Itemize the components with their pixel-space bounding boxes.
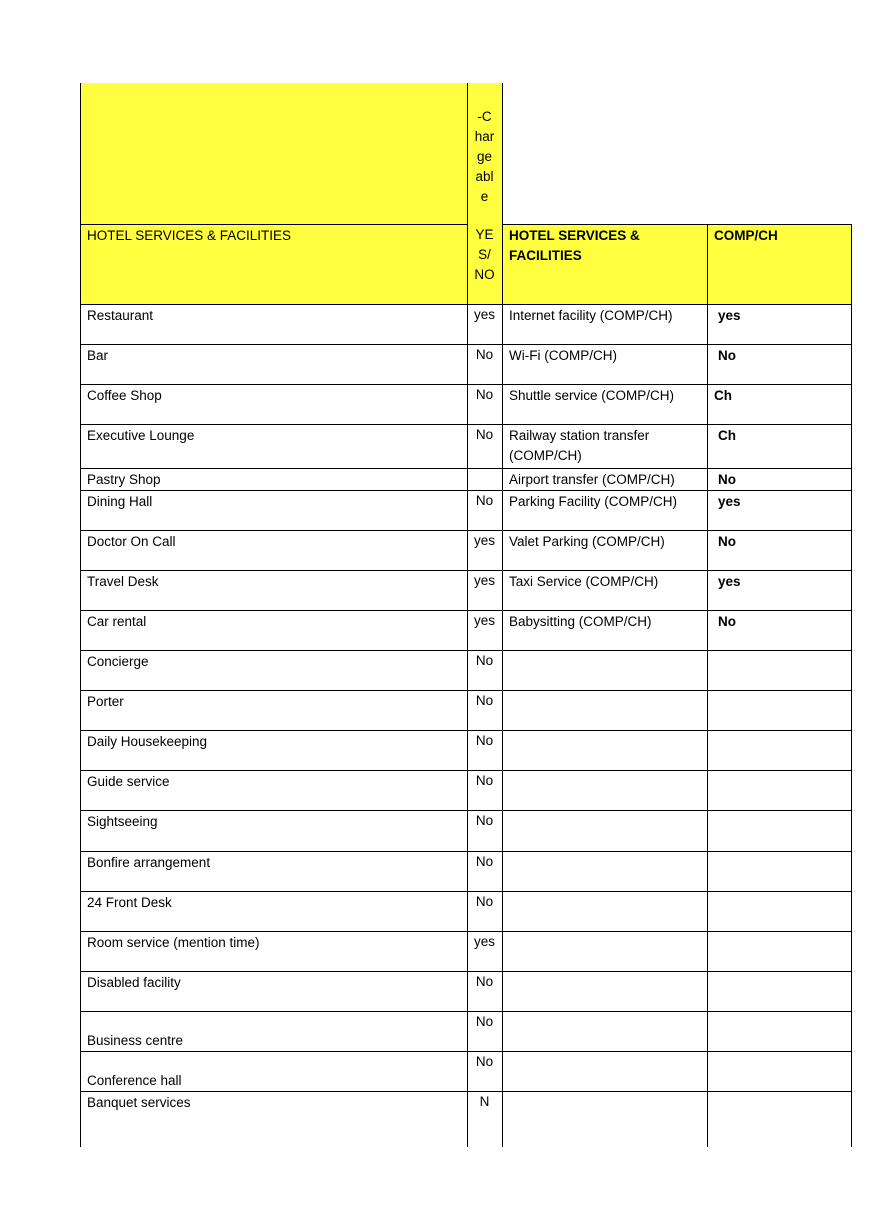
yes-no-cell bbox=[467, 304, 502, 344]
service-cell bbox=[80, 1051, 467, 1091]
yes-no-cell bbox=[467, 384, 502, 424]
comp-ch-cell bbox=[707, 610, 851, 650]
comp-ch-cell bbox=[707, 1011, 851, 1051]
right-service-cell bbox=[502, 1091, 707, 1147]
right-service-cell bbox=[502, 650, 707, 690]
grid-line-horizontal bbox=[80, 1091, 852, 1092]
header-right-title-cell bbox=[502, 224, 707, 304]
grid-line-horizontal bbox=[80, 1011, 852, 1012]
yes-no-value: No bbox=[475, 1054, 494, 1069]
yes-no-value: No bbox=[475, 733, 494, 748]
service-name: Disabled facility bbox=[87, 975, 181, 990]
grid-line-horizontal bbox=[80, 971, 852, 972]
comp-ch-cell bbox=[707, 1091, 851, 1147]
grid-line-horizontal bbox=[80, 530, 852, 531]
right-service-cell bbox=[502, 490, 707, 530]
yes-no-value: No bbox=[475, 347, 494, 362]
service-cell bbox=[80, 468, 467, 490]
yes-no-value: yes bbox=[474, 934, 496, 949]
service-name: Executive Lounge bbox=[87, 428, 195, 443]
comp-ch-value: No bbox=[718, 614, 736, 629]
comp-ch-cell bbox=[707, 891, 851, 931]
service-name: Bonfire arrangement bbox=[87, 855, 211, 870]
grid-line-horizontal bbox=[80, 224, 468, 225]
yes-no-cell bbox=[467, 490, 502, 530]
comp-ch-cell bbox=[707, 468, 851, 490]
right-service-cell bbox=[502, 570, 707, 610]
yes-no-cell bbox=[467, 690, 502, 730]
right-service-name: Airport transfer (COMP/CH) bbox=[509, 472, 675, 487]
grid-line-horizontal bbox=[80, 1051, 852, 1052]
service-cell bbox=[80, 384, 467, 424]
yes-no-cell bbox=[467, 344, 502, 384]
comp-ch-value: yes bbox=[718, 308, 741, 323]
yes-no-cell bbox=[467, 530, 502, 570]
yes-no-value: No bbox=[475, 493, 494, 508]
service-cell bbox=[80, 530, 467, 570]
service-cell bbox=[80, 810, 467, 851]
yes-no-cell bbox=[467, 770, 502, 810]
yes-no-cell bbox=[467, 810, 502, 851]
yes-no-cell bbox=[467, 1051, 502, 1091]
right-service-cell bbox=[502, 1051, 707, 1091]
chargeable-label-text: -Chargeable bbox=[474, 109, 495, 204]
right-service-name: Taxi Service (COMP/CH) bbox=[509, 574, 659, 589]
right-service-cell bbox=[502, 304, 707, 344]
service-name: Room service (mention time) bbox=[87, 935, 260, 950]
yes-no-value: No bbox=[475, 1014, 494, 1029]
service-cell bbox=[80, 891, 467, 931]
right-service-name: Shuttle service (COMP/CH) bbox=[509, 388, 675, 403]
grid-line-horizontal bbox=[80, 650, 852, 651]
header-comp-ch: COMP/CH bbox=[714, 228, 778, 243]
header-chargeable-label bbox=[467, 107, 502, 207]
header-comp-ch-cell bbox=[707, 224, 851, 304]
right-service-name: Wi-Fi (COMP/CH) bbox=[509, 348, 617, 363]
service-cell bbox=[80, 1011, 467, 1051]
comp-ch-value: No bbox=[718, 472, 736, 487]
right-service-cell bbox=[502, 931, 707, 971]
grid-line-horizontal bbox=[80, 304, 852, 305]
yes-no-value: No bbox=[475, 693, 494, 708]
service-name: 24 Front Desk bbox=[87, 895, 172, 910]
comp-ch-value: No bbox=[718, 348, 736, 363]
service-name: Daily Housekeeping bbox=[87, 734, 208, 749]
service-name: Dining Hall bbox=[87, 494, 153, 509]
service-cell bbox=[80, 770, 467, 810]
service-name: Banquet services bbox=[87, 1095, 191, 1110]
comp-ch-cell bbox=[707, 730, 851, 770]
comp-ch-cell bbox=[707, 770, 851, 810]
service-name: Car rental bbox=[87, 614, 147, 629]
right-service-name: Railway station transfer (COMP/CH) bbox=[509, 428, 650, 463]
yes-no-value: yes bbox=[474, 533, 496, 548]
yes-no-cell bbox=[467, 468, 502, 490]
grid-line-horizontal bbox=[80, 344, 852, 345]
yes-no-value: No bbox=[475, 773, 494, 788]
grid-line-horizontal bbox=[80, 610, 852, 611]
grid-line-horizontal bbox=[80, 468, 852, 469]
yes-no-cell bbox=[467, 570, 502, 610]
grid-line-horizontal bbox=[80, 490, 852, 491]
yes-no-value: No bbox=[475, 894, 494, 909]
grid-line-horizontal bbox=[80, 851, 852, 852]
comp-ch-value: yes bbox=[718, 574, 741, 589]
service-cell bbox=[80, 1091, 467, 1147]
comp-ch-cell bbox=[707, 931, 851, 971]
service-cell bbox=[80, 650, 467, 690]
yes-no-cell bbox=[467, 650, 502, 690]
yes-no-cell bbox=[467, 971, 502, 1011]
comp-ch-value: No bbox=[718, 534, 736, 549]
grid-line-horizontal bbox=[80, 424, 852, 425]
yes-no-value: yes bbox=[474, 307, 496, 322]
grid-line-horizontal bbox=[80, 730, 852, 731]
right-service-cell bbox=[502, 690, 707, 730]
comp-ch-value: Ch bbox=[718, 428, 736, 443]
service-cell bbox=[80, 931, 467, 971]
yes-no-cell bbox=[467, 424, 502, 468]
comp-ch-cell bbox=[707, 530, 851, 570]
right-service-cell bbox=[502, 971, 707, 1011]
service-name: Sightseeing bbox=[87, 814, 158, 829]
right-service-cell bbox=[502, 610, 707, 650]
right-service-name: Internet facility (COMP/CH) bbox=[509, 308, 673, 323]
yes-no-cell bbox=[467, 610, 502, 650]
service-name: Business centre bbox=[87, 1033, 184, 1048]
service-name: Restaurant bbox=[87, 308, 154, 323]
header-left-title: HOTEL SERVICES & FACILITIES bbox=[87, 228, 292, 243]
grid-line-horizontal bbox=[80, 891, 852, 892]
grid-line-vertical bbox=[467, 83, 468, 1147]
service-cell bbox=[80, 730, 467, 770]
comp-ch-value: Ch bbox=[714, 388, 732, 403]
comp-ch-cell bbox=[707, 384, 851, 424]
yes-no-value: No bbox=[475, 653, 494, 668]
yes-no-value: No bbox=[475, 813, 494, 828]
service-name: Bar bbox=[87, 348, 109, 363]
comp-ch-cell bbox=[707, 304, 851, 344]
right-service-cell bbox=[502, 344, 707, 384]
grid-line-vertical bbox=[851, 224, 852, 1147]
service-cell bbox=[80, 570, 467, 610]
comp-ch-value: yes bbox=[718, 494, 741, 509]
yes-no-cell bbox=[467, 891, 502, 931]
comp-ch-cell bbox=[707, 490, 851, 530]
service-name: Doctor On Call bbox=[87, 534, 176, 549]
right-service-cell bbox=[502, 468, 707, 490]
right-service-cell bbox=[502, 730, 707, 770]
service-name: Porter bbox=[87, 694, 124, 709]
yes-no-value: yes bbox=[474, 613, 496, 628]
right-service-cell bbox=[502, 770, 707, 810]
yes-no-value: N bbox=[479, 1094, 490, 1109]
header-left-cell bbox=[80, 83, 467, 304]
yes-no-cell bbox=[467, 730, 502, 770]
yes-no-cell bbox=[467, 1091, 502, 1147]
right-service-name: Parking Facility (COMP/CH) bbox=[509, 494, 678, 509]
yes-no-value: No bbox=[475, 854, 494, 869]
comp-ch-cell bbox=[707, 851, 851, 891]
grid-line-horizontal bbox=[80, 384, 852, 385]
service-cell bbox=[80, 851, 467, 891]
grid-line-vertical bbox=[80, 83, 81, 1147]
right-service-cell bbox=[502, 424, 707, 468]
yes-no-cell bbox=[467, 931, 502, 971]
service-name: Guide service bbox=[87, 774, 170, 789]
service-cell bbox=[80, 304, 467, 344]
grid-line-horizontal bbox=[502, 224, 852, 225]
service-cell bbox=[80, 490, 467, 530]
yes-no-value: No bbox=[475, 974, 494, 989]
comp-ch-cell bbox=[707, 424, 851, 468]
service-cell bbox=[80, 344, 467, 384]
comp-ch-cell bbox=[707, 570, 851, 610]
comp-ch-cell bbox=[707, 690, 851, 730]
comp-ch-cell bbox=[707, 650, 851, 690]
yes-no-cell bbox=[467, 1011, 502, 1051]
right-service-cell bbox=[502, 810, 707, 851]
right-service-cell bbox=[502, 530, 707, 570]
service-cell bbox=[80, 971, 467, 1011]
service-name: Conference hall bbox=[87, 1073, 182, 1088]
grid-line-vertical bbox=[502, 83, 503, 1147]
header-right-title: HOTEL SERVICES & FACILITIES bbox=[509, 228, 640, 263]
grid-line-vertical bbox=[707, 224, 708, 1147]
service-cell bbox=[80, 610, 467, 650]
comp-ch-cell bbox=[707, 810, 851, 851]
service-name: Coffee Shop bbox=[87, 388, 162, 403]
service-cell bbox=[80, 690, 467, 730]
comp-ch-cell bbox=[707, 971, 851, 1011]
grid-line-horizontal bbox=[80, 770, 852, 771]
grid-line-horizontal bbox=[80, 810, 852, 811]
service-name: Concierge bbox=[87, 654, 149, 669]
header-yes-no-label bbox=[467, 225, 502, 285]
comp-ch-cell bbox=[707, 1051, 851, 1091]
right-service-cell bbox=[502, 384, 707, 424]
grid-line-horizontal bbox=[80, 931, 852, 932]
right-service-cell bbox=[502, 891, 707, 931]
service-cell bbox=[80, 424, 467, 468]
yes-no-cell bbox=[467, 851, 502, 891]
service-name: Pastry Shop bbox=[87, 472, 161, 487]
yes-no-value: No bbox=[475, 387, 494, 402]
grid-line-horizontal bbox=[80, 690, 852, 691]
right-service-name: Valet Parking (COMP/CH) bbox=[509, 534, 665, 549]
yes-no-value: yes bbox=[474, 573, 496, 588]
yes-no-label-text: YES/NO bbox=[474, 227, 495, 282]
comp-ch-cell bbox=[707, 344, 851, 384]
right-service-cell bbox=[502, 1011, 707, 1051]
header-yesno-cell bbox=[467, 83, 502, 304]
yes-no-value: No bbox=[475, 427, 494, 442]
service-name: Travel Desk bbox=[87, 574, 159, 589]
right-service-name: Babysitting (COMP/CH) bbox=[509, 614, 652, 629]
grid-line-horizontal bbox=[80, 570, 852, 571]
right-service-cell bbox=[502, 851, 707, 891]
